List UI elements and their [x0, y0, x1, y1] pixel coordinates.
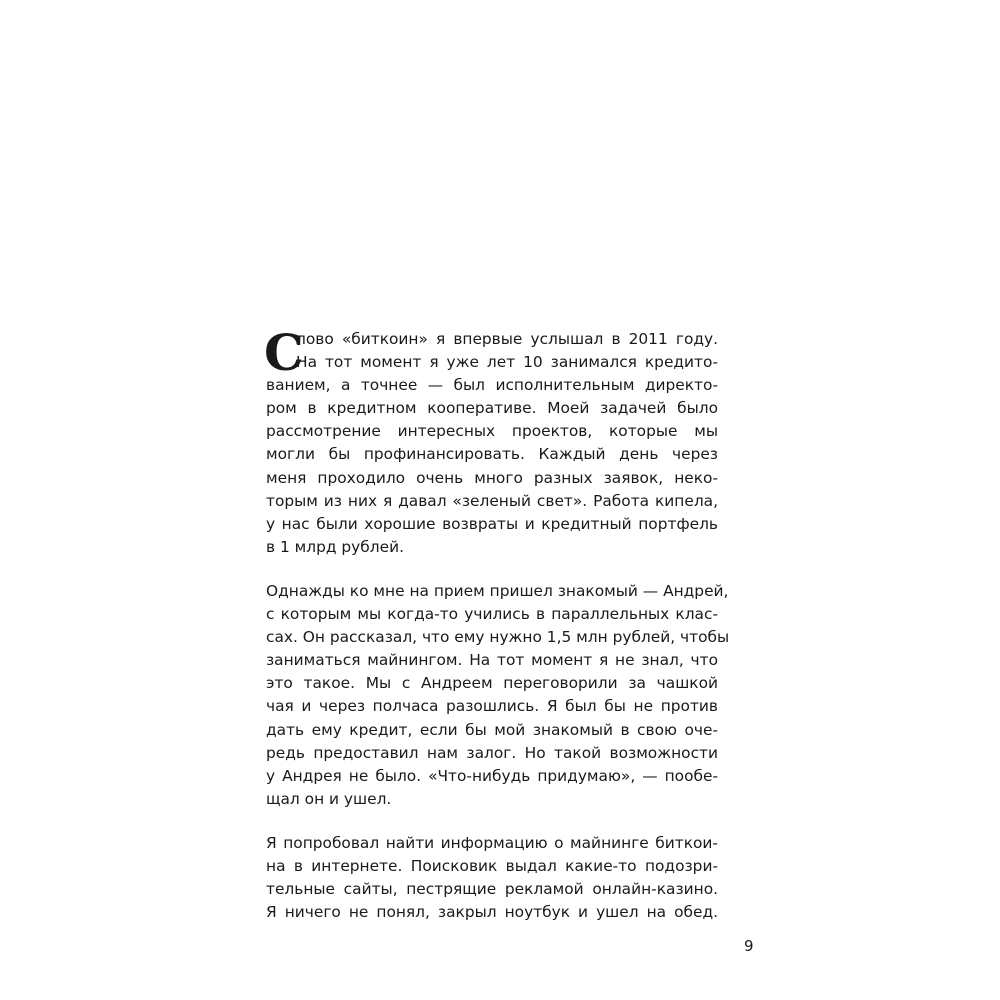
text-line: ванием, а точнее — был исполнительным директо-	[266, 376, 718, 395]
text-line: рассмотрение интересных проектов, которые мы	[266, 422, 718, 441]
text-line: могли бы профинансировать. Каждый день через	[266, 445, 718, 464]
text-line: это такое. Мы с Андреем переговорили за чашкой	[266, 674, 718, 693]
text-line: с которым мы когда-то учились в параллельных клас-	[266, 605, 718, 624]
text-line: ром в кредитном кооперативе. Моей задачей было	[266, 399, 718, 418]
text-line: Однажды ко мне на прием пришел знакомый — Андрей,	[266, 581, 729, 600]
text-line: на в интернете. Поисковик выдал какие-то подозри-	[266, 856, 718, 875]
paragraph-spacer	[266, 811, 718, 832]
text-line: у нас были хорошие возвраты и кредитный портфель	[266, 514, 718, 533]
paragraph-2	[266, 580, 730, 811]
text-line: торым из них я давал «зеленый свет». Работа кипела,	[266, 491, 718, 510]
text-line: На тот момент я уже лет 10 занимался кредито-	[296, 353, 718, 372]
body-text	[264, 323, 730, 924]
paragraph-3	[266, 832, 718, 924]
text-line: Я попробовал найти информацию о майнинге биткои-	[266, 833, 718, 852]
text-line: в 1 млрд рублей.	[266, 537, 404, 556]
text-line: сах. Он рассказал, что ему нужно 1,5 млн рублей, чтобы	[266, 628, 730, 647]
text-line: дать ему кредит, если бы мой знакомый в свою оче-	[266, 720, 718, 739]
page-number: 9	[744, 937, 754, 955]
paragraph-1	[264, 323, 718, 559]
text-line: тельные сайты, пестрящие рекламой онлайн-казино.	[266, 880, 718, 899]
text-line: у Андрея не было. «Что-нибудь придумаю», — пообе-	[266, 766, 718, 785]
drop-cap: С	[264, 323, 304, 382]
text-line: заниматься майнингом. На тот момент я не знал, что	[266, 651, 718, 670]
text-line: лово «биткоин» я впервые услышал в 2011 году.	[296, 330, 718, 348]
text-line: щал он и ушел.	[266, 789, 392, 808]
text-line: чая и через полчаса разошлись. Я был бы не против	[266, 697, 718, 716]
text-line: Я ничего не понял, закрыл ноутбук и ушел на обед.	[266, 903, 718, 922]
text-line: редь предоставил нам залог. Но такой возможности	[266, 743, 718, 762]
text-line: меня проходило очень много разных заявок, неко-	[266, 468, 718, 487]
paragraph-spacer	[266, 559, 718, 580]
